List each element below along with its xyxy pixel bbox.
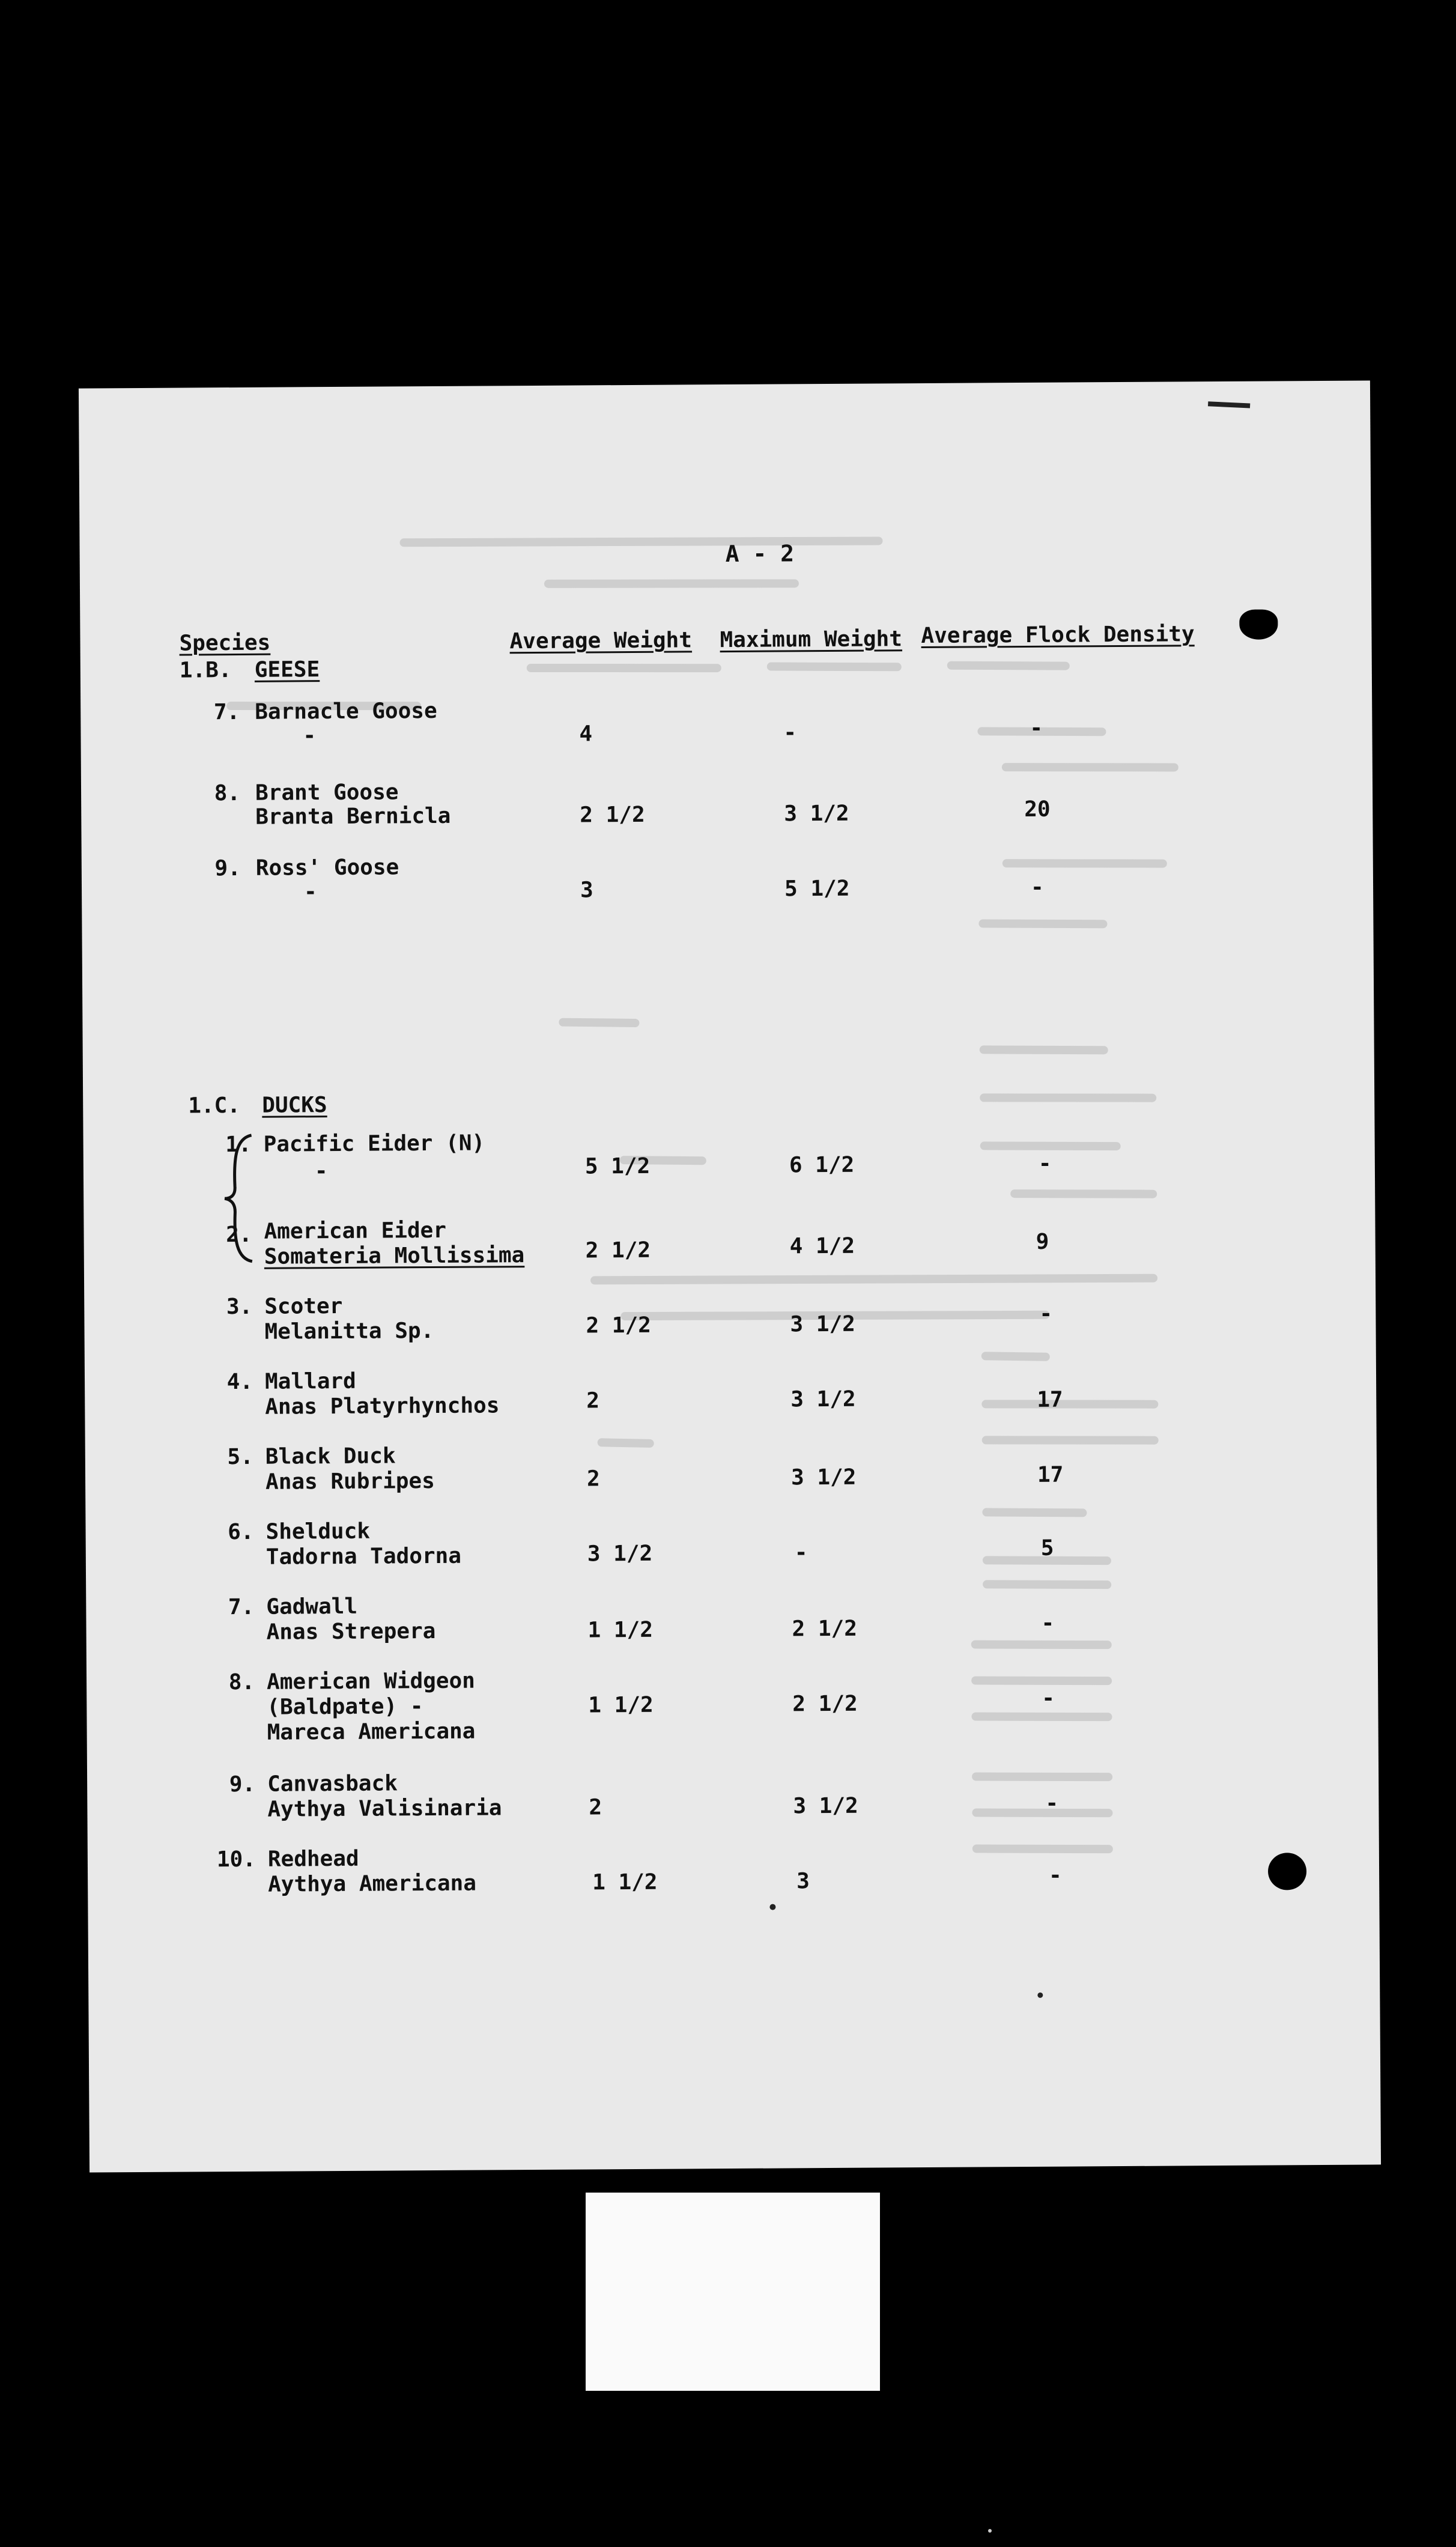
species-latin-name: Branta Bernicla <box>255 803 451 830</box>
row-number: 3. <box>226 1294 253 1320</box>
species-alternate-name: (Baldpate) - <box>267 1694 423 1720</box>
maximum-weight-value: 2 1/2 <box>792 1616 858 1642</box>
species-common-name: Shelduck <box>265 1519 371 1544</box>
table-row <box>86 1588 1378 1668</box>
species-latin-name: Tadorna Tadorna <box>265 1543 462 1570</box>
flock-density-value: - <box>1048 1863 1062 1888</box>
species-latin-name: Anas Platyrhynchos <box>265 1393 500 1419</box>
average-weight-value: 1 1/2 <box>588 1692 654 1718</box>
row-number: 9. <box>229 1771 256 1797</box>
species-latin-name: - <box>303 879 317 905</box>
table-row <box>88 1840 1380 1920</box>
species-common-name: American Widgeon <box>266 1668 476 1695</box>
maximum-weight-value: 3 1/2 <box>790 1465 857 1490</box>
species-common-name: Redhead <box>267 1846 359 1872</box>
species-latin-name: Somateria Mollissima <box>264 1243 525 1269</box>
table-row <box>83 1125 1376 1205</box>
maximum-weight-value: 3 <box>796 1869 810 1894</box>
row-number: 2. <box>226 1222 252 1248</box>
species-common-name: Gadwall <box>266 1594 358 1620</box>
header-average-flock-density: Average Flock Density <box>921 622 1195 649</box>
row-number: 9. <box>214 855 241 881</box>
header-species: Species <box>179 630 271 656</box>
table-row <box>85 1513 1377 1592</box>
species-common-name: Barnacle Goose <box>255 698 437 724</box>
section-title-geese: GEESE <box>254 657 320 682</box>
row-number: 1. <box>225 1132 252 1158</box>
average-weight-value: 4 <box>579 721 593 747</box>
species-latin-name: Anas Rubripes <box>265 1469 435 1495</box>
flock-density-value: - <box>1041 1610 1055 1636</box>
average-weight-value: 2 1/2 <box>586 1313 651 1338</box>
average-weight-value: 2 1/2 <box>580 802 645 828</box>
row-number: 8. <box>228 1669 255 1695</box>
average-weight-value: 3 1/2 <box>587 1541 653 1567</box>
paper-slip <box>586 2193 880 2391</box>
table-row <box>85 1362 1377 1442</box>
section-number: 1.B. <box>179 658 232 683</box>
flock-density-value: - <box>1045 1791 1059 1816</box>
average-weight-value: 1 1/2 <box>592 1869 658 1895</box>
average-weight-value: 3 <box>580 878 593 903</box>
species-latin-name: Aythya Valisinaria <box>267 1796 502 1822</box>
row-number: 7. <box>228 1594 255 1620</box>
species-common-name: Pacific Eider (N) <box>263 1131 485 1157</box>
average-weight-value: 5 1/2 <box>584 1153 651 1179</box>
section-title-ducks: DUCKS <box>262 1093 327 1118</box>
flock-density-value: - <box>1039 1301 1053 1326</box>
species-common-name: Mallard <box>264 1368 356 1394</box>
table-row <box>85 1437 1377 1517</box>
maximum-weight-value: 3 1/2 <box>793 1793 858 1819</box>
table-row <box>86 1663 1379 1761</box>
species-latin-name: - <box>314 1159 328 1184</box>
species-common-name: Canvasback <box>267 1771 398 1797</box>
flock-density-value: 9 <box>1036 1229 1049 1254</box>
row-number: 6. <box>228 1519 254 1545</box>
header-average-weight: Average Weight <box>509 628 693 654</box>
maximum-weight-value: 6 1/2 <box>789 1152 855 1178</box>
maximum-weight-value: 3 1/2 <box>790 1311 855 1337</box>
punch-hole-top <box>1239 609 1278 639</box>
row-number: 5. <box>227 1444 253 1470</box>
row-number: 7. <box>213 699 240 725</box>
species-common-name: Scoter <box>264 1293 343 1319</box>
species-latin-name: Melanitta Sp. <box>264 1319 434 1344</box>
species-common-name: Black Duck <box>265 1444 396 1469</box>
maximum-weight-value: 3 1/2 <box>790 1386 856 1412</box>
flock-density-value: - <box>1030 875 1044 900</box>
species-common-name: Brant Goose <box>255 780 399 806</box>
speck <box>1037 1993 1043 1998</box>
row-number: 4. <box>226 1369 253 1395</box>
maximum-weight-value: - <box>794 1540 808 1565</box>
maximum-weight-value: - <box>783 720 797 745</box>
table-row <box>83 1212 1376 1292</box>
table-row <box>80 693 1373 773</box>
species-latin-name: Anas Strepera <box>266 1619 436 1645</box>
flock-density-value: 5 <box>1040 1535 1054 1561</box>
flock-density-value: 17 <box>1037 1387 1063 1412</box>
flock-density-value: - <box>1030 715 1043 741</box>
species-latin-name: Aythya Americana <box>268 1871 477 1897</box>
species-latin-name: - <box>303 723 317 748</box>
species-common-name: Ross' Goose <box>255 855 399 881</box>
section-number: 1.C. <box>188 1093 241 1119</box>
table-row <box>84 1287 1376 1367</box>
table-row <box>81 774 1373 854</box>
flock-density-value: 20 <box>1024 797 1051 822</box>
maximum-weight-value: 2 1/2 <box>792 1691 858 1717</box>
flock-density-value: 17 <box>1037 1462 1064 1487</box>
maximum-weight-value: 3 1/2 <box>784 801 849 827</box>
maximum-weight-value: 5 1/2 <box>784 876 850 902</box>
species-latin-name: Mareca Americana <box>267 1719 476 1745</box>
header-maximum-weight: Maximum Weight <box>720 627 903 653</box>
average-weight-value: 2 1/2 <box>585 1237 651 1263</box>
species-common-name: American Eider <box>264 1218 447 1244</box>
average-weight-value: 1 1/2 <box>587 1617 654 1643</box>
row-number: 8. <box>214 780 241 806</box>
average-weight-value: 2 <box>586 1466 600 1492</box>
document-page <box>79 380 1381 2172</box>
average-weight-value: 2 <box>586 1388 600 1413</box>
table-row <box>82 849 1374 929</box>
page-number: A - 2 <box>725 540 795 568</box>
speck <box>988 2529 992 2533</box>
average-weight-value: 2 <box>589 1795 602 1820</box>
flock-density-value: - <box>1038 1151 1052 1176</box>
flock-density-value: - <box>1042 1686 1055 1711</box>
row-number: 10. <box>216 1847 256 1872</box>
table-row <box>87 1765 1379 1845</box>
maximum-weight-value: 4 1/2 <box>789 1233 855 1259</box>
